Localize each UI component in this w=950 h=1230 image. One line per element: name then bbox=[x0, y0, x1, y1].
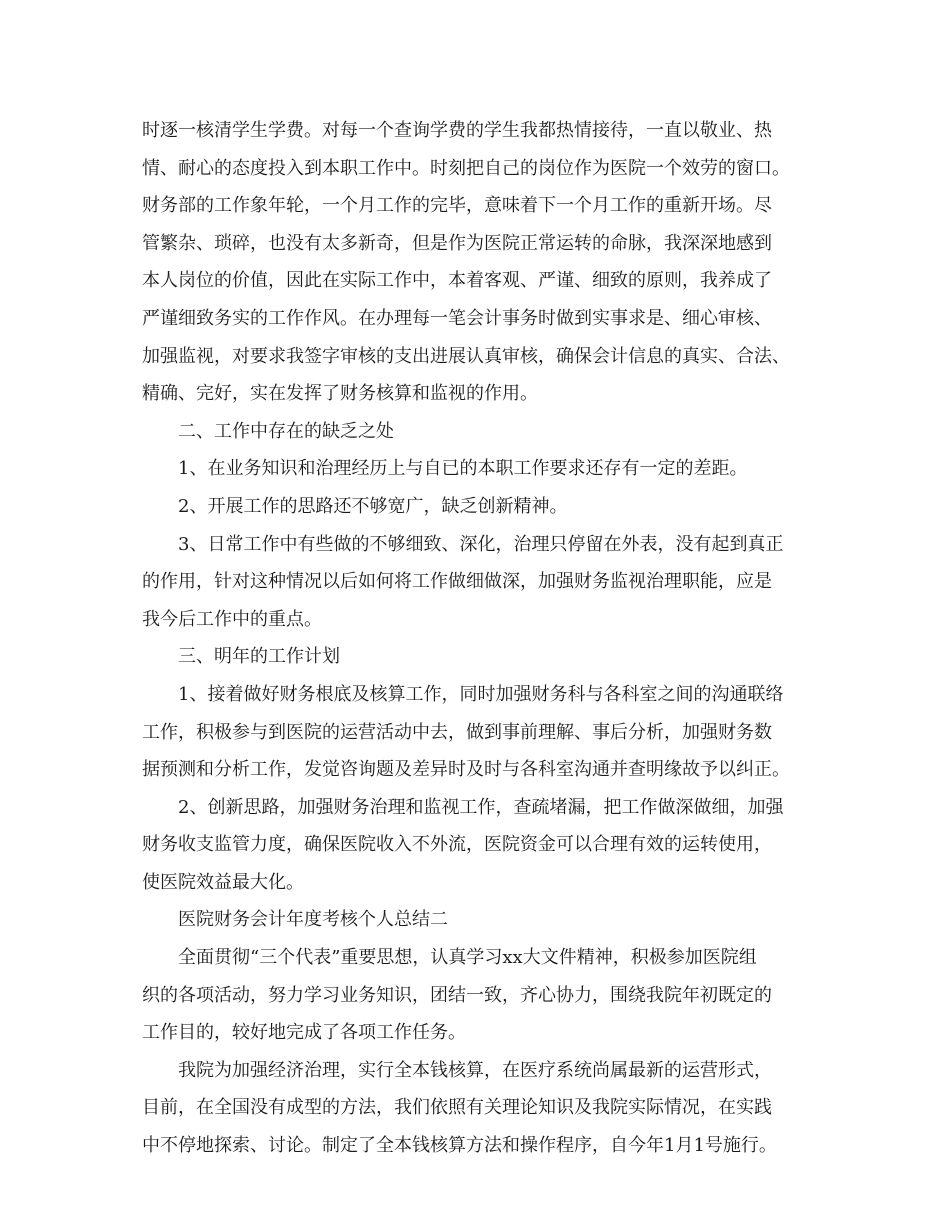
text-line: 织的各项活动，努力学习业务知识，团结一致，齐心协力，围绕我院年初既定的 bbox=[142, 984, 772, 1006]
text-line: 1、在业务知识和治理经历上与自已的本职工作要求还存有一定的差距。 bbox=[178, 458, 748, 480]
text-line: 3、日常工作中有些做的不够细致、深化，治理只停留在外表，没有起到真正 bbox=[178, 533, 784, 555]
text-line: 二、工作中存在的缺乏之处 bbox=[178, 420, 394, 442]
text-line: 精确、完好，实在发挥了财务核算和监视的作用。 bbox=[142, 383, 538, 405]
text-line: 2、开展工作的思路还不够宽广，缺乏创新精神。 bbox=[178, 495, 568, 517]
text-line: 全面贯彻“三个代表”重要思想，认真学习xx大文件精神，积极参加医院组 bbox=[178, 947, 757, 969]
text-line: 我院为加强经济治理，实行全本钱核算，在医疗系统尚属最新的运营形式， bbox=[178, 1059, 772, 1081]
text-line: 2、创新思路，加强财务治理和监视工作，查疏堵漏，把工作做深做细，加强 bbox=[178, 796, 784, 818]
text-line: 使医院效益最大化。 bbox=[142, 871, 304, 893]
text-line: 我今后工作中的重点。 bbox=[142, 608, 322, 630]
text-line: 工作目的，较好地完成了各项工作任务。 bbox=[142, 1022, 466, 1044]
text-line: 目前，在全国没有成型的方法，我们依照有关理论知识及我院实际情况，在实践 bbox=[142, 1097, 772, 1119]
text-line: 工作，积极参与到医院的运营活动中去，做到事前理解、事后分析，加强财务数 bbox=[142, 721, 772, 743]
text-line: 中不停地探索、讨论。制定了全本钱核算方法和操作程序，自今年1月1号施行。 bbox=[142, 1135, 777, 1157]
text-line: 1、接着做好财务根底及核算工作，同时加强财务科与各科室之间的沟通联络 bbox=[178, 683, 784, 705]
text-line: 财务部的工作象年轮，一个月工作的完毕，意味着下一个月工作的重新开场。尽 bbox=[142, 195, 772, 217]
text-line: 加强监视，对要求我签字审核的支出进展认真审核，确保会计信息的真实、合法、 bbox=[142, 345, 790, 367]
document-body bbox=[142, 112, 807, 1165]
text-line: 管繁杂、琐碎，也没有太多新奇，但是作为医院正常运转的命脉，我深深地感到 bbox=[142, 232, 772, 254]
text-line: 据预测和分析工作，发觉咨询题及差异时及时与各科室沟通并查明缘故予以纠正。 bbox=[142, 759, 790, 781]
text-line: 时逐一核清学生学费。对每一个查询学费的学生我都热情接待，一直以敬业、热 bbox=[142, 120, 772, 141]
text-line: 财务收支监管力度，确保医院收入不外流，医院资金可以合理有效的运转使用， bbox=[142, 834, 772, 856]
text-line: 本人岗位的价值，因此在实际工作中，本着客观、严谨、细致的原则，我养成了 bbox=[142, 270, 772, 292]
text-line: 三、明年的工作计划 bbox=[178, 646, 340, 668]
text-line: 医院财务会计年度考核个人总结二 bbox=[178, 909, 448, 931]
text-line: 的作用，针对这种情况以后如何将工作做细做深，加强财务监视治理职能，应是 bbox=[142, 571, 772, 593]
text-line: 严谨细致务实的工作作风。在办理每一笔会计事务时做到实事求是、细心审核、 bbox=[142, 307, 772, 329]
text-line: 情、耐心的态度投入到本职工作中。时刻把自己的岗位作为医院一个效劳的窗口。 bbox=[142, 157, 790, 179]
